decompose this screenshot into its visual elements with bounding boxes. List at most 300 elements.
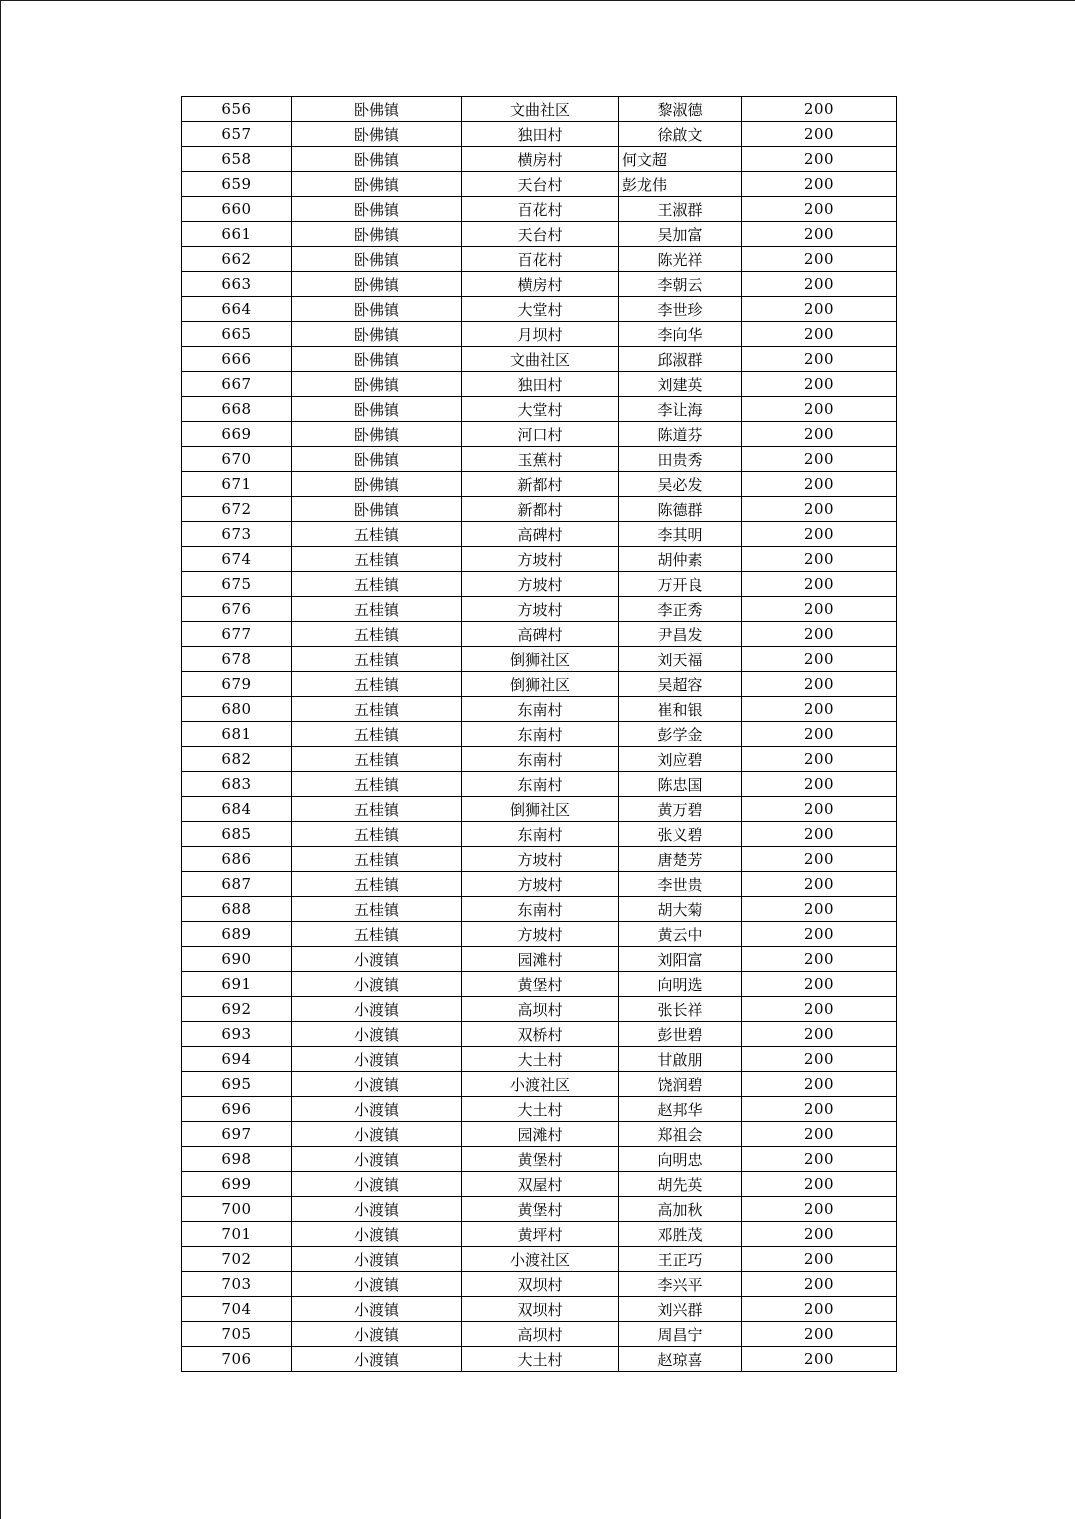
cell-town: 五桂镇 <box>292 797 462 822</box>
cell-amount: 200 <box>742 372 897 397</box>
cell-town: 卧佛镇 <box>292 397 462 422</box>
cell-town: 五桂镇 <box>292 747 462 772</box>
cell-village: 大土村 <box>462 1347 619 1372</box>
cell-amount: 200 <box>742 322 897 347</box>
cell-town: 五桂镇 <box>292 847 462 872</box>
records-table <box>181 96 897 1372</box>
cell-town: 五桂镇 <box>292 822 462 847</box>
cell-town: 卧佛镇 <box>292 322 462 347</box>
table-row <box>182 847 897 872</box>
cell-name: 彭学金 <box>619 722 742 747</box>
cell-number: 684 <box>182 797 292 822</box>
cell-village: 东南村 <box>462 897 619 922</box>
cell-town: 五桂镇 <box>292 897 462 922</box>
cell-name: 胡仲素 <box>619 547 742 572</box>
cell-name: 张义碧 <box>619 822 742 847</box>
cell-town: 小渡镇 <box>292 1147 462 1172</box>
cell-number: 657 <box>182 122 292 147</box>
cell-number: 681 <box>182 722 292 747</box>
cell-amount: 200 <box>742 272 897 297</box>
cell-name: 李正秀 <box>619 597 742 622</box>
cell-town: 卧佛镇 <box>292 422 462 447</box>
cell-village: 大土村 <box>462 1097 619 1122</box>
cell-amount: 200 <box>742 1222 897 1247</box>
cell-number: 656 <box>182 97 292 122</box>
table-row <box>182 722 897 747</box>
cell-name: 张长祥 <box>619 997 742 1022</box>
cell-village: 方坡村 <box>462 597 619 622</box>
cell-amount: 200 <box>742 1297 897 1322</box>
table-row <box>182 297 897 322</box>
cell-amount: 200 <box>742 997 897 1022</box>
cell-amount: 200 <box>742 647 897 672</box>
cell-town: 小渡镇 <box>292 1022 462 1047</box>
cell-number: 702 <box>182 1247 292 1272</box>
cell-amount: 200 <box>742 1172 897 1197</box>
table-row <box>182 522 897 547</box>
cell-number: 669 <box>182 422 292 447</box>
cell-amount: 200 <box>742 972 897 997</box>
cell-number: 672 <box>182 497 292 522</box>
table-row <box>182 272 897 297</box>
cell-number: 686 <box>182 847 292 872</box>
cell-amount: 200 <box>742 97 897 122</box>
cell-name: 郑祖会 <box>619 1122 742 1147</box>
table-row <box>182 1347 897 1372</box>
table-row <box>182 322 897 347</box>
cell-amount: 200 <box>742 147 897 172</box>
cell-amount: 200 <box>742 347 897 372</box>
cell-amount: 200 <box>742 447 897 472</box>
cell-amount: 200 <box>742 422 897 447</box>
table-row <box>182 1147 897 1172</box>
cell-number: 696 <box>182 1097 292 1122</box>
table-row <box>182 947 897 972</box>
cell-village: 横房村 <box>462 147 619 172</box>
table-row <box>182 372 897 397</box>
cell-village: 小渡社区 <box>462 1072 619 1097</box>
cell-number: 674 <box>182 547 292 572</box>
cell-village: 横房村 <box>462 272 619 297</box>
cell-amount: 200 <box>742 697 897 722</box>
cell-town: 五桂镇 <box>292 572 462 597</box>
table-row <box>182 697 897 722</box>
table-row <box>182 1197 897 1222</box>
cell-town: 小渡镇 <box>292 1247 462 1272</box>
cell-town: 卧佛镇 <box>292 97 462 122</box>
cell-village: 倒狮社区 <box>462 797 619 822</box>
table-row <box>182 747 897 772</box>
cell-name: 黎淑德 <box>619 97 742 122</box>
cell-town: 小渡镇 <box>292 1122 462 1147</box>
cell-name: 胡先英 <box>619 1172 742 1197</box>
table-row <box>182 447 897 472</box>
cell-number: 699 <box>182 1172 292 1197</box>
table-row <box>182 1072 897 1097</box>
cell-town: 小渡镇 <box>292 1072 462 1097</box>
cell-name: 吴加富 <box>619 222 742 247</box>
cell-number: 697 <box>182 1122 292 1147</box>
table-row <box>182 97 897 122</box>
cell-village: 高坝村 <box>462 997 619 1022</box>
cell-name: 李世珍 <box>619 297 742 322</box>
cell-amount: 200 <box>742 547 897 572</box>
cell-number: 692 <box>182 997 292 1022</box>
cell-town: 卧佛镇 <box>292 122 462 147</box>
cell-town: 五桂镇 <box>292 647 462 672</box>
cell-town: 卧佛镇 <box>292 472 462 497</box>
cell-village: 东南村 <box>462 697 619 722</box>
cell-amount: 200 <box>742 722 897 747</box>
cell-number: 698 <box>182 1147 292 1172</box>
cell-amount: 200 <box>742 397 897 422</box>
table-row <box>182 1272 897 1297</box>
cell-amount: 200 <box>742 747 897 772</box>
table-row <box>182 622 897 647</box>
cell-village: 方坡村 <box>462 872 619 897</box>
cell-name: 李向华 <box>619 322 742 347</box>
cell-number: 671 <box>182 472 292 497</box>
cell-village: 河口村 <box>462 422 619 447</box>
table-row <box>182 772 897 797</box>
cell-village: 高坝村 <box>462 1322 619 1347</box>
cell-village: 独田村 <box>462 122 619 147</box>
cell-name: 邱淑群 <box>619 347 742 372</box>
cell-village: 新都村 <box>462 472 619 497</box>
cell-town: 卧佛镇 <box>292 222 462 247</box>
cell-village: 黄堡村 <box>462 972 619 997</box>
cell-number: 678 <box>182 647 292 672</box>
cell-village: 方坡村 <box>462 847 619 872</box>
cell-village: 双坝村 <box>462 1272 619 1297</box>
cell-town: 卧佛镇 <box>292 347 462 372</box>
cell-name: 甘啟朋 <box>619 1047 742 1072</box>
table-row <box>182 222 897 247</box>
cell-number: 693 <box>182 1022 292 1047</box>
cell-name: 彭世碧 <box>619 1022 742 1047</box>
table-row <box>182 972 897 997</box>
cell-number: 690 <box>182 947 292 972</box>
cell-town: 五桂镇 <box>292 922 462 947</box>
cell-village: 黄坪村 <box>462 1222 619 1247</box>
cell-village: 百花村 <box>462 247 619 272</box>
cell-town: 小渡镇 <box>292 997 462 1022</box>
cell-town: 卧佛镇 <box>292 447 462 472</box>
cell-name: 陈光祥 <box>619 247 742 272</box>
cell-amount: 200 <box>742 1147 897 1172</box>
cell-number: 665 <box>182 322 292 347</box>
cell-village: 黄堡村 <box>462 1147 619 1172</box>
table-row <box>182 347 897 372</box>
cell-amount: 200 <box>742 172 897 197</box>
cell-town: 小渡镇 <box>292 972 462 997</box>
cell-name: 饶润碧 <box>619 1072 742 1097</box>
cell-name: 邓胜茂 <box>619 1222 742 1247</box>
cell-village: 玉蕉村 <box>462 447 619 472</box>
cell-town: 小渡镇 <box>292 1297 462 1322</box>
cell-amount: 200 <box>742 772 897 797</box>
cell-number: 689 <box>182 922 292 947</box>
cell-number: 667 <box>182 372 292 397</box>
cell-amount: 200 <box>742 1022 897 1047</box>
table-row <box>182 422 897 447</box>
cell-village: 大堂村 <box>462 397 619 422</box>
cell-village: 双桥村 <box>462 1022 619 1047</box>
cell-village: 新都村 <box>462 497 619 522</box>
cell-village: 百花村 <box>462 197 619 222</box>
cell-town: 小渡镇 <box>292 1347 462 1372</box>
cell-town: 卧佛镇 <box>292 147 462 172</box>
cell-name: 胡大菊 <box>619 897 742 922</box>
table-row <box>182 1247 897 1272</box>
cell-amount: 200 <box>742 1347 897 1372</box>
cell-town: 卧佛镇 <box>292 197 462 222</box>
cell-amount: 200 <box>742 197 897 222</box>
table-row <box>182 122 897 147</box>
cell-village: 高碑村 <box>462 622 619 647</box>
cell-number: 685 <box>182 822 292 847</box>
cell-amount: 200 <box>742 1322 897 1347</box>
cell-village: 倒狮社区 <box>462 647 619 672</box>
cell-name: 赵琼喜 <box>619 1347 742 1372</box>
table-row <box>182 572 897 597</box>
cell-amount: 200 <box>742 597 897 622</box>
cell-village: 天台村 <box>462 222 619 247</box>
cell-name: 王正巧 <box>619 1247 742 1272</box>
cell-number: 670 <box>182 447 292 472</box>
cell-town: 卧佛镇 <box>292 272 462 297</box>
table-row <box>182 1047 897 1072</box>
cell-amount: 200 <box>742 672 897 697</box>
cell-number: 663 <box>182 272 292 297</box>
table-row <box>182 1022 897 1047</box>
cell-amount: 200 <box>742 1047 897 1072</box>
table-row <box>182 1097 897 1122</box>
cell-town: 小渡镇 <box>292 1047 462 1072</box>
cell-number: 677 <box>182 622 292 647</box>
cell-number: 703 <box>182 1272 292 1297</box>
cell-village: 小渡社区 <box>462 1247 619 1272</box>
cell-village: 方坡村 <box>462 922 619 947</box>
cell-name: 刘阳富 <box>619 947 742 972</box>
cell-number: 676 <box>182 597 292 622</box>
cell-village: 文曲社区 <box>462 347 619 372</box>
cell-amount: 200 <box>742 1072 897 1097</box>
cell-name: 王淑群 <box>619 197 742 222</box>
cell-village: 月坝村 <box>462 322 619 347</box>
cell-number: 700 <box>182 1197 292 1222</box>
cell-town: 卧佛镇 <box>292 172 462 197</box>
cell-amount: 200 <box>742 1247 897 1272</box>
cell-number: 661 <box>182 222 292 247</box>
cell-town: 五桂镇 <box>292 547 462 572</box>
cell-name: 刘天福 <box>619 647 742 672</box>
cell-village: 黄堡村 <box>462 1197 619 1222</box>
cell-amount: 200 <box>742 847 897 872</box>
cell-village: 高碑村 <box>462 522 619 547</box>
cell-amount: 200 <box>742 572 897 597</box>
table-row <box>182 647 897 672</box>
cell-village: 大土村 <box>462 1047 619 1072</box>
table-row <box>182 797 897 822</box>
cell-name: 陈道芬 <box>619 422 742 447</box>
cell-name: 向明忠 <box>619 1147 742 1172</box>
cell-number: 664 <box>182 297 292 322</box>
cell-name: 崔和银 <box>619 697 742 722</box>
table-row <box>182 247 897 272</box>
cell-town: 小渡镇 <box>292 1222 462 1247</box>
cell-town: 卧佛镇 <box>292 497 462 522</box>
cell-number: 675 <box>182 572 292 597</box>
cell-amount: 200 <box>742 1272 897 1297</box>
cell-town: 小渡镇 <box>292 1272 462 1297</box>
cell-town: 卧佛镇 <box>292 247 462 272</box>
table-row <box>182 822 897 847</box>
table-row <box>182 997 897 1022</box>
cell-village: 双屋村 <box>462 1172 619 1197</box>
cell-name: 李世贵 <box>619 872 742 897</box>
cell-town: 五桂镇 <box>292 872 462 897</box>
cell-village: 东南村 <box>462 772 619 797</box>
cell-amount: 200 <box>742 897 897 922</box>
cell-name: 刘兴群 <box>619 1297 742 1322</box>
cell-village: 天台村 <box>462 172 619 197</box>
cell-number: 705 <box>182 1322 292 1347</box>
table-row <box>182 872 897 897</box>
cell-name: 刘建英 <box>619 372 742 397</box>
table-row <box>182 1222 897 1247</box>
cell-town: 小渡镇 <box>292 1322 462 1347</box>
cell-name: 吴必发 <box>619 472 742 497</box>
cell-name: 李朝云 <box>619 272 742 297</box>
cell-name: 赵邦华 <box>619 1097 742 1122</box>
cell-number: 688 <box>182 897 292 922</box>
table-row <box>182 172 897 197</box>
cell-number: 662 <box>182 247 292 272</box>
cell-name: 彭龙伟 <box>619 172 742 197</box>
cell-town: 五桂镇 <box>292 622 462 647</box>
cell-town: 五桂镇 <box>292 597 462 622</box>
cell-amount: 200 <box>742 247 897 272</box>
cell-amount: 200 <box>742 122 897 147</box>
cell-amount: 200 <box>742 1122 897 1147</box>
cell-amount: 200 <box>742 222 897 247</box>
cell-number: 682 <box>182 747 292 772</box>
cell-name: 周昌宁 <box>619 1322 742 1347</box>
cell-town: 小渡镇 <box>292 1097 462 1122</box>
table-row <box>182 472 897 497</box>
cell-amount: 200 <box>742 522 897 547</box>
cell-town: 五桂镇 <box>292 672 462 697</box>
table-row <box>182 1297 897 1322</box>
cell-number: 704 <box>182 1297 292 1322</box>
cell-amount: 200 <box>742 922 897 947</box>
cell-number: 680 <box>182 697 292 722</box>
cell-number: 694 <box>182 1047 292 1072</box>
cell-name: 吴超容 <box>619 672 742 697</box>
cell-name: 陈德群 <box>619 497 742 522</box>
cell-amount: 200 <box>742 472 897 497</box>
cell-amount: 200 <box>742 947 897 972</box>
cell-amount: 200 <box>742 497 897 522</box>
cell-village: 园滩村 <box>462 947 619 972</box>
cell-village: 双坝村 <box>462 1297 619 1322</box>
cell-name: 田贵秀 <box>619 447 742 472</box>
table-row <box>182 1322 897 1347</box>
cell-town: 五桂镇 <box>292 722 462 747</box>
cell-amount: 200 <box>742 622 897 647</box>
cell-amount: 200 <box>742 1197 897 1222</box>
cell-amount: 200 <box>742 797 897 822</box>
cell-number: 658 <box>182 147 292 172</box>
cell-town: 五桂镇 <box>292 697 462 722</box>
cell-number: 660 <box>182 197 292 222</box>
cell-village: 方坡村 <box>462 547 619 572</box>
table-row <box>182 897 897 922</box>
cell-number: 706 <box>182 1347 292 1372</box>
table-row <box>182 922 897 947</box>
cell-number: 683 <box>182 772 292 797</box>
cell-amount: 200 <box>742 297 897 322</box>
cell-town: 小渡镇 <box>292 1172 462 1197</box>
cell-town: 五桂镇 <box>292 772 462 797</box>
table-row <box>182 597 897 622</box>
cell-village: 文曲社区 <box>462 97 619 122</box>
cell-name: 黄万碧 <box>619 797 742 822</box>
cell-number: 691 <box>182 972 292 997</box>
cell-village: 大堂村 <box>462 297 619 322</box>
cell-amount: 200 <box>742 1097 897 1122</box>
cell-village: 园滩村 <box>462 1122 619 1147</box>
table-body <box>182 97 897 1372</box>
cell-name: 徐啟文 <box>619 122 742 147</box>
cell-amount: 200 <box>742 822 897 847</box>
cell-village: 独田村 <box>462 372 619 397</box>
table-row <box>182 197 897 222</box>
cell-number: 659 <box>182 172 292 197</box>
cell-name: 高加秋 <box>619 1197 742 1222</box>
table-row <box>182 1172 897 1197</box>
cell-town: 小渡镇 <box>292 1197 462 1222</box>
cell-village: 东南村 <box>462 822 619 847</box>
cell-number: 687 <box>182 872 292 897</box>
cell-village: 方坡村 <box>462 572 619 597</box>
cell-number: 701 <box>182 1222 292 1247</box>
cell-name: 刘应碧 <box>619 747 742 772</box>
table-row <box>182 497 897 522</box>
cell-village: 东南村 <box>462 747 619 772</box>
cell-name: 李让海 <box>619 397 742 422</box>
cell-name: 何文超 <box>619 147 742 172</box>
cell-town: 五桂镇 <box>292 522 462 547</box>
table-row <box>182 147 897 172</box>
cell-number: 668 <box>182 397 292 422</box>
table-row <box>182 397 897 422</box>
cell-name: 黄云中 <box>619 922 742 947</box>
cell-town: 小渡镇 <box>292 947 462 972</box>
cell-name: 唐楚芳 <box>619 847 742 872</box>
table-row <box>182 1122 897 1147</box>
cell-name: 向明选 <box>619 972 742 997</box>
cell-number: 666 <box>182 347 292 372</box>
cell-town: 卧佛镇 <box>292 297 462 322</box>
cell-village: 东南村 <box>462 722 619 747</box>
cell-amount: 200 <box>742 872 897 897</box>
cell-town: 卧佛镇 <box>292 372 462 397</box>
table-row <box>182 672 897 697</box>
cell-name: 万开良 <box>619 572 742 597</box>
cell-number: 679 <box>182 672 292 697</box>
